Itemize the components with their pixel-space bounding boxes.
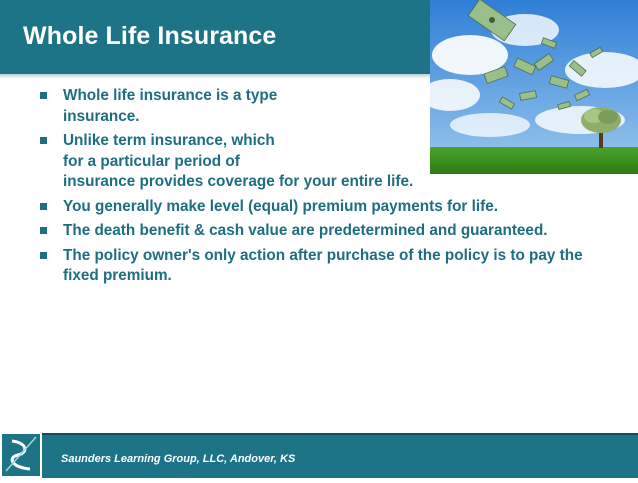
slide-title: Whole Life Insurance xyxy=(23,22,277,50)
bullet-marker-icon xyxy=(40,227,47,234)
bullet-line: for a particular period of xyxy=(63,152,240,170)
footer-text: Saunders Learning Group, LLC, Andover, KS xyxy=(61,453,296,465)
bullet-line: You generally make level (equal) premium payments for life. xyxy=(63,197,498,215)
bullet-marker-icon xyxy=(40,92,47,99)
bullet-line: Unlike term insurance, which xyxy=(63,132,275,149)
bullet-line: fixed premium. xyxy=(63,267,172,284)
bullet-item xyxy=(40,197,600,218)
bullet-item xyxy=(40,246,600,287)
bullet-line: insurance. xyxy=(63,107,140,125)
bullet-line: The death benefit & cash value are predetermined and guaranteed. xyxy=(63,222,548,239)
bullet-marker-icon xyxy=(40,137,47,144)
saunders-logo-icon xyxy=(0,431,42,478)
bullet-line: insurance provides coverage for your entire life. xyxy=(63,173,414,190)
bullet-marker-icon xyxy=(40,203,47,210)
bullet-line: Whole life insurance is a type xyxy=(63,87,278,104)
money-tree-image xyxy=(430,0,638,174)
bullet-item xyxy=(40,221,600,242)
bullet-marker-icon xyxy=(40,252,47,259)
bullet-line: The policy owner's only action after purchase of the policy is to pay the xyxy=(63,246,583,264)
